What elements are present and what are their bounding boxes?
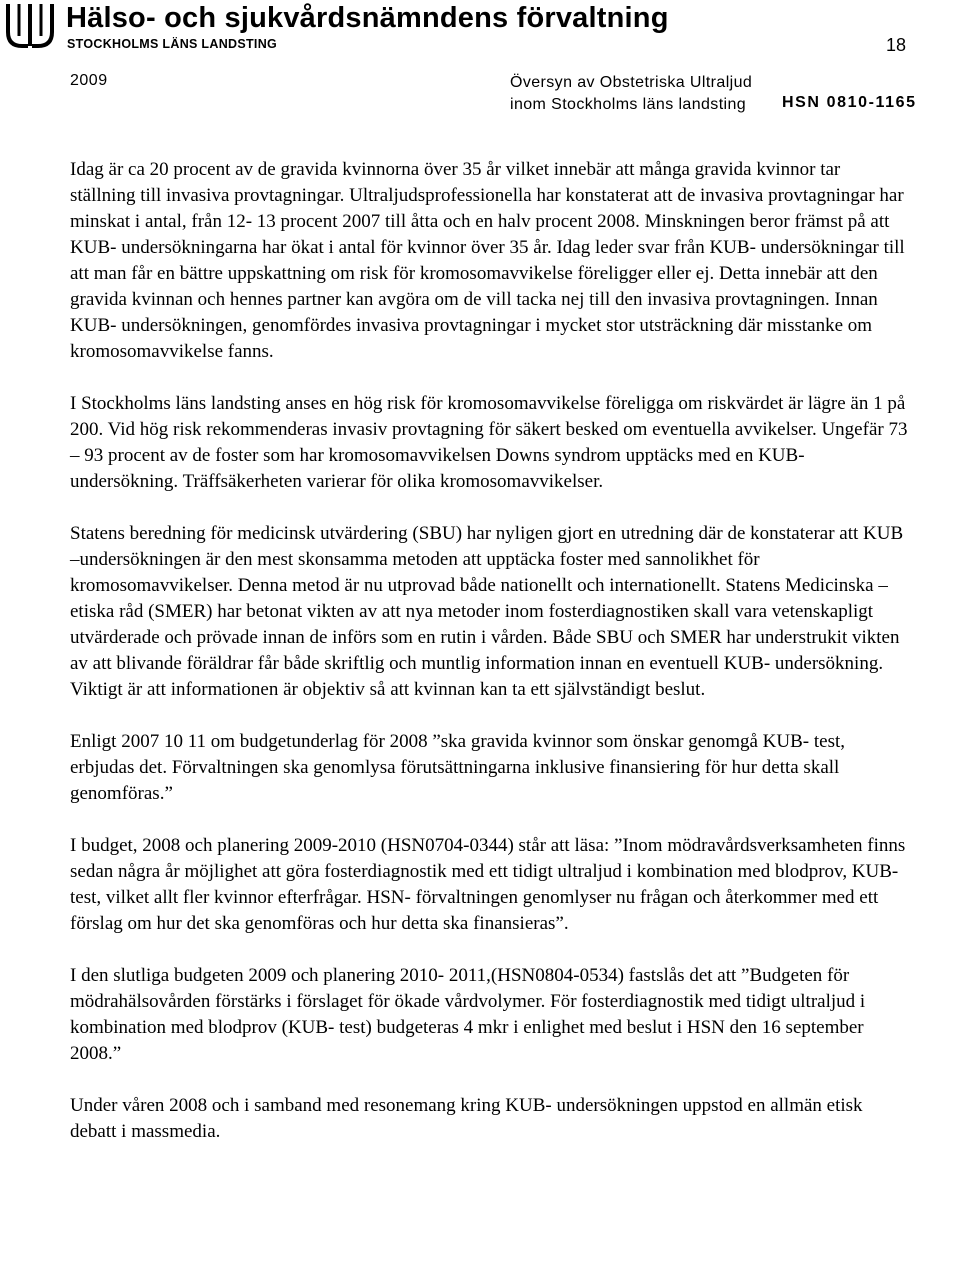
paragraph: I Stockholms läns landsting anses en hög risk för kromosomavvikelse föreligga om riskvärdet är lägre än 1 på 200. Vid hög risk rekommenderas invasiv provtagning för säkert besked om eventuella avvikelser. Ungefär 73 – 93 procent av de foster som har kromosomavvikelsen Downs syndrom upptäcks med en KUB- undersökning. Träffsäkerheten varierar för olika kromosomavvikelser. xyxy=(70,393,908,492)
organization-name: Hälso- och sjukvårdsnämndens förvaltning xyxy=(66,2,669,34)
paragraph: Idag är ca 20 procent av de gravida kvinnorna över 35 år vilket innebär att många gravida kvinnor tar ställning till invasiva provtagningar. Ultraljudsprofessionella har konstaterat att de invasiva provtagningar har minskat i antal, från 12- 13 procent 2007 till åtta och en halv procent 2008. Minskningen beror främst på att KUB- undersökningarna har ökat i antal för kvinnor över 35 år. Idag leder svar från KUB- undersökningar till att man får en bättre uppskattning om risk för kromosomavvikelse föreligger eller ej. Detta innebär att den gravida kvinnan och hennes partner kan avgöra om de vill tacka nej till den invasiva provtagningen. Innan KUB- undersökningen, genomfördes invasiva provtagningar i mycket stor utsträckning där misstanke om kromosomavvikelse fanns. xyxy=(70,159,905,362)
paragraph: I budget, 2008 och planering 2009-2010 (HSN0704-0344) står att läsa: ”Inom mödravårdsverksamheten finns sedan några år möjlighet att göra fosterdiagnostik med ett tidigt ultraljud i kombination med blodprov, KUB- test, vilket allt fler kvinnor efterfrågar. HSN- förvaltningen genomlyser nu frågan och återkommer med ett förslag om hur det ska genomföras och hur detta ska finansieras”. xyxy=(70,835,906,934)
header-year: 2009 xyxy=(70,72,108,89)
sll-logo-icon xyxy=(4,2,56,50)
header-title-line1: Översyn av Obstetriska Ultraljud xyxy=(510,74,753,91)
paragraph: Under våren 2008 och i samband med resonemang kring KUB- undersökningen uppstod en allmän etisk debatt i massmedia. xyxy=(70,1095,863,1142)
page-header xyxy=(0,0,960,120)
paragraph: I den slutliga budgeten 2009 och planering 2010- 2011,(HSN0804-0534) fastslås det att ”Budgeten för mödrahälsovården förstärks i förslaget för ökade vårdvolymer. För fosterdiagnostik med tidigt ultraljud i kombination med blodprov (KUB- test) budgeteras 4 mkr i enlighet med beslut i HSN den 16 september 2008.” xyxy=(70,965,866,1064)
document-number: HSN 0810-1165 xyxy=(782,94,917,111)
paragraph: Statens beredning för medicinsk utvärdering (SBU) har nyligen gjort en utredning där de konstaterar att KUB –undersökningen är den mest skonsamma metoden att upptäcka foster med sannolikhet för kromosomavvikelser. Denna metod är nu utprovad både nationellt och internationellt. Statens Medicinska –etiska råd (SMER) har betonat vikten av att nya metoder inom fosterdiagnostiken skall vara vetenskapligt utvärderade och prövade innan de införs som en rutin i vården. Både SBU och SMER har understrukit vikten av att blivande föräldrar får både skriftlig och muntlig information innan en eventuell KUB- undersökning. Viktigt är att informationen är objektiv så att kvinnan kan ta ett självständigt beslut. xyxy=(70,523,904,700)
header-title xyxy=(510,72,752,116)
page-number: 18 xyxy=(885,35,906,55)
organization-subtitle: STOCKHOLMS LÄNS LANDSTING xyxy=(67,37,278,51)
paragraph: Enligt 2007 10 11 om budgetunderlag för 2008 ”ska gravida kvinnor som önskar genomgå KUB- test, erbjudas det. Förvaltningen ska genomlysa förutsättningarna inklusive finansiering för hur detta skall genomföras.” xyxy=(70,731,845,804)
header-title-line2: inom Stockholms läns landsting xyxy=(510,96,747,113)
document-body xyxy=(70,157,910,1145)
